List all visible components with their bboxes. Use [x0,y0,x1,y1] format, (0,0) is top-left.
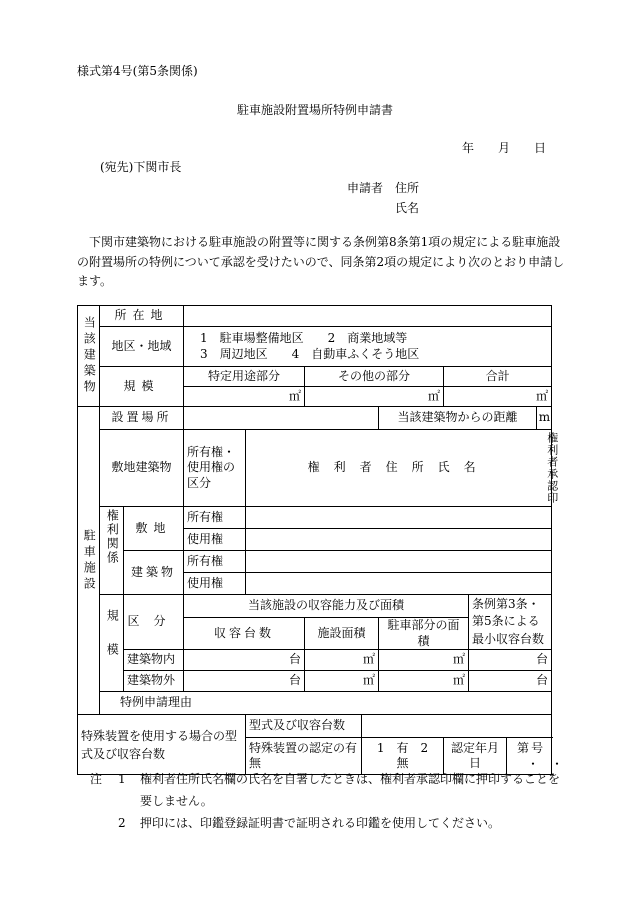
distance-unit[interactable]: m [537,407,552,430]
site-label: 敷地 [124,507,184,551]
inside-facility-area[interactable]: ㎡ [305,650,379,671]
note-2-text: 押印には、印鑑登録証明書で証明される印鑑を使用してください。 [140,816,501,830]
ownership-type-label: 所有権・使用権の区分 [184,430,246,507]
cert-date-label: 認定年月日 [444,738,507,775]
inside-min-capacity[interactable]: 台 [469,650,552,671]
cert-status-label: 特殊装置の認定の有無 [246,738,362,775]
scale-label: 規模 [100,367,184,407]
inside-parking-area[interactable]: ㎡ [379,650,469,671]
total-header: 合計 [444,367,552,387]
outside-min-capacity[interactable]: 台 [469,671,552,692]
address-label: 住所 [395,181,420,195]
building-ownership-label: 所有権 [184,551,246,573]
special-device-label: 特殊装置を使用する場合の型式及び収容台数 [78,715,246,775]
body-line-3: ます。 [77,274,113,288]
category-label: 区分 [124,595,184,650]
district-options[interactable] [184,327,552,367]
install-place-value[interactable] [184,407,379,430]
building-usage-holder[interactable] [246,573,552,595]
note-1-line-2: 要しません。 [140,794,213,808]
other-part-area[interactable]: ㎡ [305,387,444,407]
form-number: 様式第4号(第5条関係) [77,64,198,78]
building-group-label: 当該建築物 [78,306,100,407]
site-ownership-label: 所有権 [184,507,246,529]
building-ownership-holder[interactable] [246,551,552,573]
location-label: 所在地 [100,306,184,327]
rights-relation-label: 権利関係 [100,507,124,595]
capacity-area-header: 当該施設の収容能力及び面積 [184,595,469,618]
facility-area-header: 施設面積 [305,618,379,650]
body-line-2: の附置場所の特例について承認を受けたいので、同条第2項の規定により次のとおり申請し [77,255,565,269]
distance-label: 当該建築物からの距離 [379,407,537,430]
note-1-line-1: 権利者住所氏名欄の氏名を自署したときは、権利者承認印欄に押印することを [140,772,561,786]
model-capacity-label: 型式及び収容台数 [246,715,362,738]
total-area[interactable]: ㎡ [444,387,552,407]
building-usage-label: 使用権 [184,573,246,595]
cert-yes-no[interactable]: 1 有 2 無 [362,738,444,775]
note-1-number: 1 [118,772,126,786]
applicant-label: 申請者 [347,181,384,195]
application-table: 当該建築物 所在地 地区・地域 1 駐車場整備地区 2 商業地域等 3 周辺地区 4 自動車ふくそう地区 規模 特定用途部分 その他の部分 合計 ㎡ ㎡ ㎡ 駐車施設 設置場所 当該建築物からの距離 m 敷地建築物 所有権・使用権の区分 権利者住所氏名 権利者承認印 権利関係 敷地 所有権 使用権 建築物 所有権 使用権 規模 区分 当該施設の収容能力及び面積 条例第3条・第5条による最小収容台数 収容台数 施設面積 駐車部分の面積 建築物内 台 ㎡ ㎡ 台 建築物外 台 ㎡ ㎡ 台 特例申請理由 特殊装置を使用する場合の型式及び収容台数 型式及び収容台数 特殊装置の認定の有無 1 有 2 無 認定年月日 第 号 ・ ・ [77,305,552,775]
site-usage-holder[interactable] [246,529,552,551]
date-line: 年 月 日 [462,141,547,155]
parking-area-header: 駐車部分の面積 [379,618,469,650]
district-option-3-4: 3 周辺地区 4 自動車ふくそう地区 [200,346,420,361]
special-reason-label[interactable]: 特例申請理由 [100,692,552,715]
building-label: 建築物 [124,551,184,595]
body-line-1: 下関市建築物における駐車施設の附置等に関する条例第8条第1項の規定による駐車施設 [77,235,561,249]
cert-date-dots: ・ ・ [527,757,564,772]
site-usage-label: 使用権 [184,529,246,551]
capacity-count-header: 収容台数 [184,618,305,650]
district-option-1-2: 1 駐車場整備地区 2 商業地域等 [200,330,408,345]
site-ownership-holder[interactable] [246,507,552,529]
specified-use-area[interactable]: ㎡ [184,387,305,407]
outside-parking-area[interactable]: ㎡ [379,671,469,692]
note-label: 注 [90,772,103,786]
install-place-label: 設置場所 [100,407,184,430]
cert-dai: 第 [517,741,530,756]
rights-holder-header: 権利者住所氏名 [246,430,552,507]
scale2-label: 規模 [100,595,124,692]
inside-label: 建築物内 [124,650,184,671]
site-building-label: 敷地建築物 [100,430,184,507]
model-capacity-value[interactable] [362,715,552,738]
min-capacity-header: 条例第3条・第5条による最小収容台数 [469,595,552,650]
addressee: (宛先)下関市長 [100,160,182,174]
district-label: 地区・地域 [100,327,184,367]
form-title: 駐車施設附置場所特例申請書 [236,103,393,117]
outside-capacity[interactable]: 台 [184,671,305,692]
name-label: 氏名 [395,201,420,215]
note-2-number: 2 [118,816,126,830]
cert-go: 号 [531,741,544,756]
other-part-header: その他の部分 [305,367,444,387]
inside-capacity[interactable]: 台 [184,650,305,671]
location-value[interactable] [184,306,552,327]
outside-facility-area[interactable]: ㎡ [305,671,379,692]
outside-label: 建築物外 [124,671,184,692]
specified-use-header: 特定用途部分 [184,367,305,387]
parking-group-label: 駐車施設 [78,407,100,715]
